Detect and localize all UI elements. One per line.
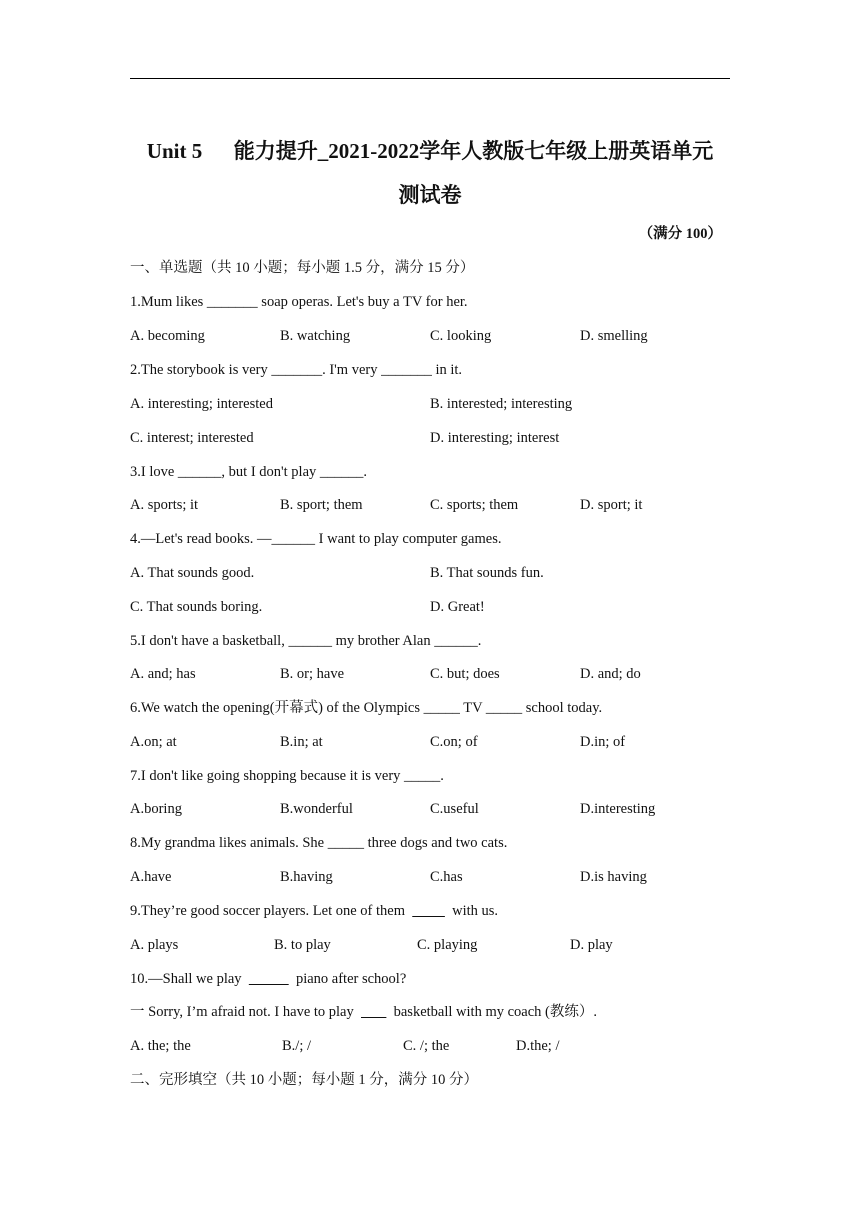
stem-text: 9.They’re good soccer players. Let one of them xyxy=(130,903,413,919)
option-b: B. That sounds fun. xyxy=(430,565,544,581)
option-d: D. play xyxy=(570,937,613,953)
option-c: C.has xyxy=(430,869,463,885)
option-a: A.on; at xyxy=(130,734,177,750)
option-a: A. plays xyxy=(130,937,179,953)
option-d: D. Great! xyxy=(430,599,485,615)
option-d: D.is having xyxy=(580,869,647,885)
option-c: C.on; of xyxy=(430,734,478,750)
option-b: B.having xyxy=(280,869,333,885)
question-stem: 1.Mum likes _______ soap operas. Let's buy a TV for her. xyxy=(130,294,468,310)
question-stem: 4.—Let's read books. —______ I want to play computer games. xyxy=(130,531,502,547)
option-b: B./; / xyxy=(282,1038,312,1054)
option-a: A. becoming xyxy=(130,328,205,344)
option-b: B.in; at xyxy=(280,734,323,750)
option-a: A.boring xyxy=(130,801,182,817)
option-a: A. That sounds good. xyxy=(130,565,255,581)
option-a: A. and; has xyxy=(130,666,196,682)
option-b: B. sport; them xyxy=(280,497,363,513)
option-b: B.wonderful xyxy=(280,801,353,817)
question-stem: 8.My grandma likes animals. She _____ three dogs and two cats. xyxy=(130,835,508,851)
question-stem: 5.I don't have a basketball, ______ my brother Alan ______. xyxy=(130,633,482,649)
question-stem: 2.The storybook is very _______. I'm very _______ in it. xyxy=(130,362,463,378)
section-title-single-choice: 一、单选题（共 10 小题；每小题 1.5 分，满分 15 分） xyxy=(130,260,475,276)
question-stem xyxy=(130,901,498,921)
option-c: C. That sounds boring. xyxy=(130,599,263,615)
option-a: A.have xyxy=(130,869,172,885)
answer-blank xyxy=(412,903,445,919)
option-c: C. sports; them xyxy=(430,497,519,513)
answer-blank xyxy=(361,1004,386,1020)
option-d: D. interesting; interest xyxy=(430,430,560,446)
option-c: C. interest; interested xyxy=(130,430,254,446)
option-c: C. playing xyxy=(417,937,478,953)
stem-text: with us. xyxy=(444,903,499,919)
page-title-line2: 测试卷 xyxy=(398,183,462,207)
question-stem: 7.I don't like going shopping because it is very _____. xyxy=(130,768,444,784)
stem-text: 10.—Shall we play xyxy=(130,971,249,987)
stem-text: basketball with my coach (教练）. xyxy=(386,1004,597,1020)
option-a: A. the; the xyxy=(130,1038,191,1054)
stem-text: 一 Sorry, I’m afraid not. I have to play xyxy=(130,1004,361,1020)
question-stem xyxy=(130,969,406,989)
question-stem-line2 xyxy=(130,1002,597,1022)
option-b: B. watching xyxy=(280,328,351,344)
option-b: B. or; have xyxy=(280,666,345,682)
option-b: B. interested; interesting xyxy=(430,396,573,412)
option-c: C. /; the xyxy=(403,1038,450,1054)
answer-blank xyxy=(249,971,289,987)
stem-text: piano after school? xyxy=(288,971,407,987)
option-d: D.in; of xyxy=(580,734,626,750)
option-d: D. sport; it xyxy=(580,497,643,513)
option-d: D. smelling xyxy=(580,328,648,344)
question-stem: 3.I love ______, but I don't play ______. xyxy=(130,464,368,480)
option-c: C.useful xyxy=(430,801,479,817)
page-title: Unit 5 能力提升_2021-2022学年人教版七年级上册英语单元 xyxy=(146,139,714,163)
option-c: C. but; does xyxy=(430,666,500,682)
option-a: A. interesting; interested xyxy=(130,396,273,412)
header-rule xyxy=(130,78,730,79)
option-d: D.the; / xyxy=(516,1038,560,1054)
section-title-cloze: 二、完形填空（共 10 小题；每小题 1 分，满分 10 分） xyxy=(130,1072,478,1088)
full-score-label: （满分 100） xyxy=(638,226,722,242)
option-d: D.interesting xyxy=(580,801,656,817)
option-d: D. and; do xyxy=(580,666,641,682)
option-b: B. to play xyxy=(274,937,331,953)
question-stem: 6.We watch the opening(开幕式) of the Olympics _____ TV _____ school today. xyxy=(130,700,603,716)
option-c: C. looking xyxy=(430,328,492,344)
option-a: A. sports; it xyxy=(130,497,199,513)
